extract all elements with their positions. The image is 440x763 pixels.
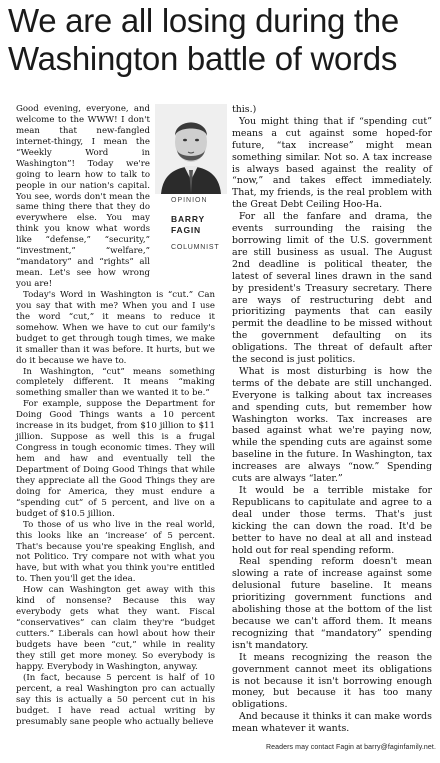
paragraph: How can Washington get away with this kind of nonsense? Because this way everybody gets what they want. Fiscal “conservatives” can claim they're “budget cutters.” Liberals can howl about how their budgets have been “cut,” while in reality they still get more money. So everybody is happy. Everybody in Washington, anyway.	[16, 585, 215, 672]
paragraph: this.)	[232, 104, 257, 115]
columnist-photo	[155, 104, 227, 194]
paragraph: What is most disturbing is how the terms of the debate are still unchanged. Everyone is talking about tax increases and spending cuts, but remember how Washington works. Tax increases are based against what we're paying now, while the spending cuts are against some baseline in the future. In Washington, tax increases are always “now.” Spending cuts are always “later.”	[232, 365, 432, 485]
author-last-name: FAGIN	[171, 225, 201, 235]
paragraph: You might thing that if “spending cut” means a cut against some hoped-for future, “tax increase” might mean something similar. Not so. A tax increase is always based against the reality of “now,” and takes effect immediately. That, my friends, is the real problem with the Great Debt Ceiling Hoo-Ha.	[232, 115, 432, 211]
paragraph: And because it thinks it can make words mean whatever it wants.	[232, 711, 432, 735]
right-column	[232, 104, 432, 735]
paragraph: For all the fanfare and drama, the events surrounding the raising the borrowing limit of the U.S. government are still business as usual. The August 2nd deadline is political theater, the latest of several lines drawn in the sand by president's Treasury secretary. There are ways of restructuring debt and prioritizing payments that can easily permit the deadline to be missed without the government defaulting on its obligations. The threat of default after the second is just politics.	[232, 211, 432, 366]
headline: We are all losing during the Washington battle of words	[8, 2, 399, 77]
columnist-portrait-icon	[155, 104, 227, 194]
author-first-name: BARRY	[171, 214, 205, 224]
paragraph: Real spending reform doesn't mean slowing a rate of increase against some delusional future baseline. It means prioritizing government functions and abolishing those at the bottom of the list because we can't afford them. It means recognizing that “mandatory” spending isn't mandatory.	[232, 556, 432, 651]
paragraph: For example, suppose the Department for Doing Good Things wants a 10 percent increase in its budget, from $10 jillion to $11 jillion. Suppose as well this is a frugal Congress in tough economic times. They will hem and haw and eventually tell the Department of Doing Good Things that while they appreciate all the Good Things they are doing for America, they must endure a “spending cut” of 5 percent, and live on a budget of $10.5 jillion.	[16, 399, 215, 519]
byline	[171, 197, 231, 251]
paragraph: In Washington, “cut” means something completely different. It means “making something smaller than we wanted it to be.”	[16, 366, 215, 399]
section-label: OPINION	[171, 197, 208, 204]
author-role: COLUMNIST	[171, 244, 220, 251]
paragraph: Today's Word in Washington is “cut.” Can you say that with me? When you and I use the word “cut,” it means to reduce it somehow. When we have to cut our family's budget to get through tough times, we make it smaller than it was before. It hurts, but we do it because we have to.	[16, 289, 215, 366]
paragraph: To those of us who live in the real world, this looks like an ‘increase’ of 5 percent. That's because you're speaking English, and not Politico. Try compare not with what you have, but with what you think you're entitled to. Then you'll get the idea.	[16, 519, 215, 585]
paragraph: (In fact, because 5 percent is half of 10 percent, a real Washington pro can actually say this is actually a 50 percent cut in his budget. I have read actual writing by presumably sane people who actually believe	[16, 672, 215, 727]
paragraph: It would be a terrible mistake for Republicans to capitulate and agree to a deal under those terms. That's just kicking the can down the road. It'd be better to have no deal at all and instead hold out for real spending reform.	[232, 485, 432, 556]
paragraph: Good evening, everyone, and welcome to the WWW! I don't mean that new-fangled internet-thingy, I mean the “Weekly Word in Washington”! Today we're going to learn how to talk to people in our nation's capital. You see, words don't mean the same thing there that they do everywhere else. You may think you know what words like “defense,” “security,” “investment,” “welfare,” “mandatory” and “rights” all mean. Let's see how wrong you are!	[16, 104, 150, 289]
contact-line: Readers may contact Fagin at barry@faginfamily.net.	[265, 744, 436, 751]
paragraph: It means recognizing the reason the government cannot meet its obligations is not because it isn't borrowing enough money, but because it has too many obligations.	[232, 651, 432, 711]
